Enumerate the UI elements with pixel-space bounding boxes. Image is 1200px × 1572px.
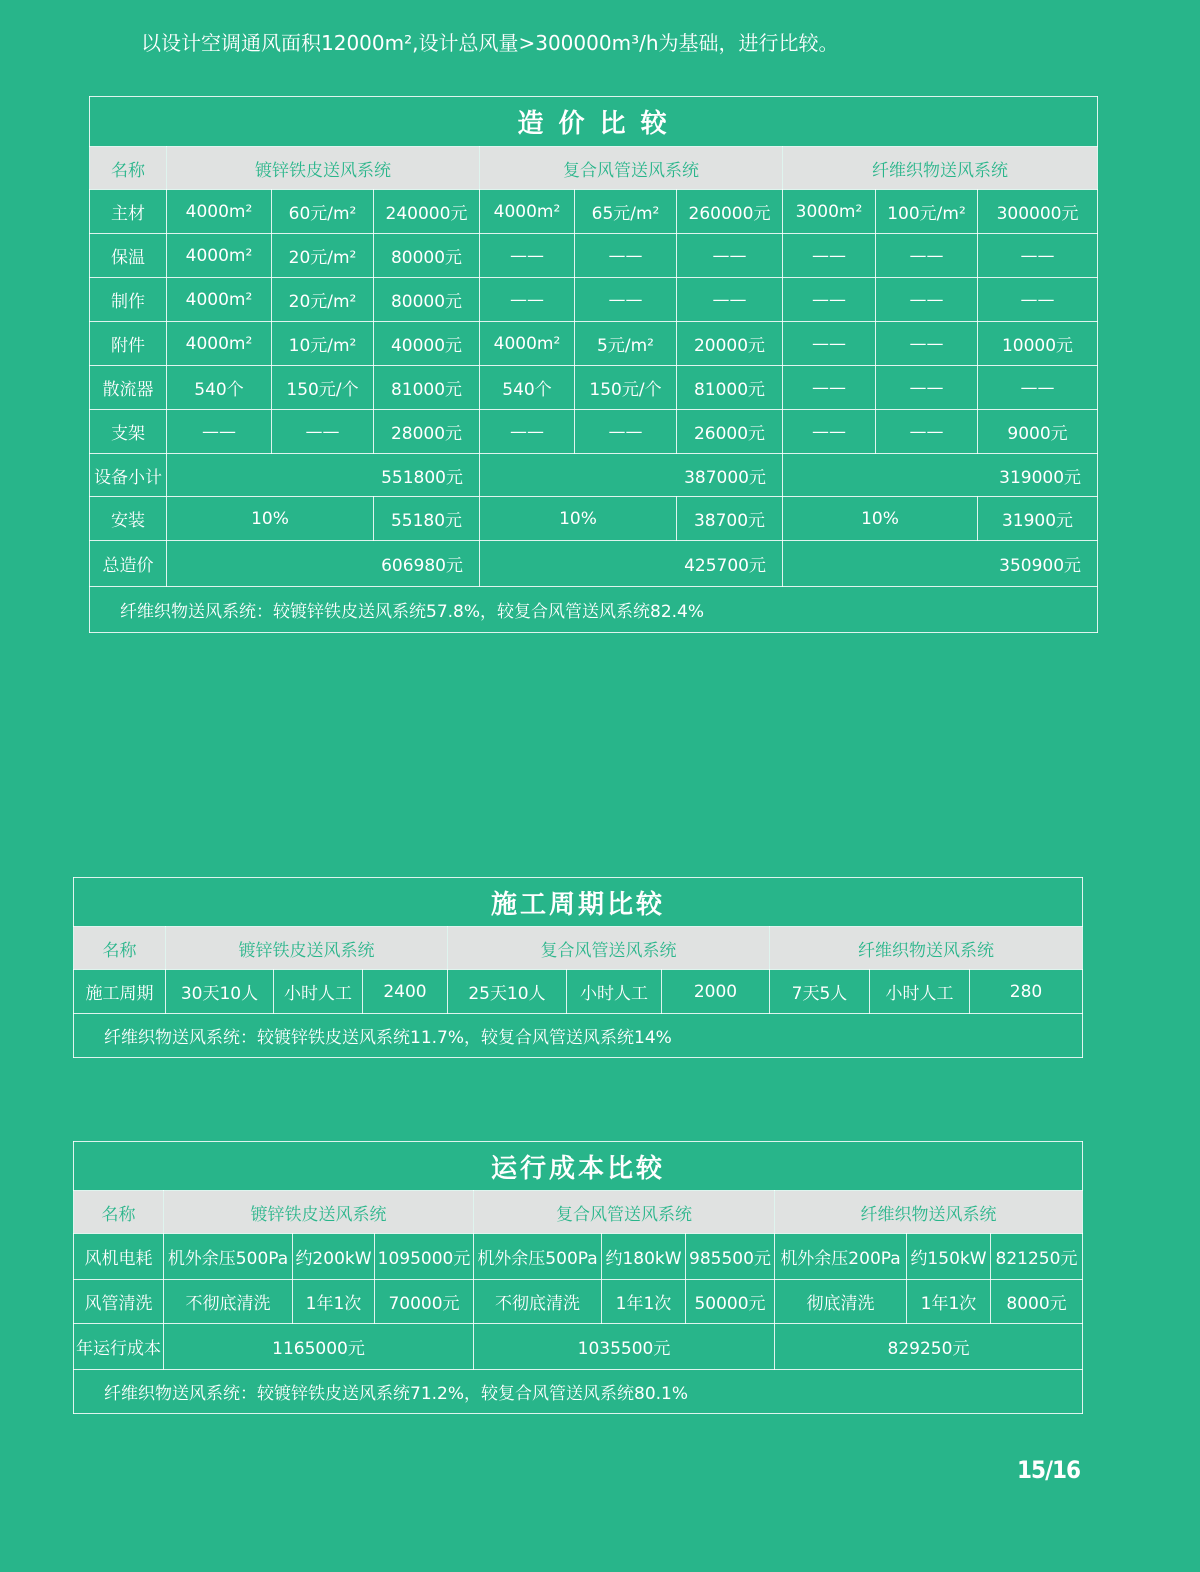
header-composite: 复合风管送风系统 <box>480 147 783 190</box>
total-row <box>90 541 1098 587</box>
cell: 240000元 <box>374 190 480 234</box>
cell: 20元/m² <box>272 234 374 278</box>
annual-fabric: 829250元 <box>775 1324 1083 1370</box>
header-galvanized: 镀锌铁皮送风系统 <box>164 1191 474 1234</box>
cell: —— <box>978 234 1098 278</box>
subtotal-fabric: 319000元 <box>783 454 1098 497</box>
table-row <box>74 1280 1083 1324</box>
row-label: 保温 <box>90 234 167 278</box>
cell: —— <box>978 366 1098 410</box>
cell: 1年1次 <box>907 1280 991 1324</box>
header-name: 名称 <box>90 147 167 190</box>
cell: 机外余压500Pa <box>474 1234 602 1280</box>
header-name: 名称 <box>74 1191 164 1234</box>
header-galvanized: 镀锌铁皮送风系统 <box>167 147 480 190</box>
cell: 70000元 <box>375 1280 474 1324</box>
subtotal-row <box>90 454 1098 497</box>
cell: —— <box>677 278 783 322</box>
total-composite: 425700元 <box>480 541 783 587</box>
cell: —— <box>876 410 978 454</box>
annual-row <box>74 1324 1083 1370</box>
cell: 小时人工 <box>870 970 970 1014</box>
cost-note: 纤维织物送风系统：较镀锌铁皮送风系统57.8%，较复合风管送风系统82.4% <box>90 587 1098 633</box>
total-galvanized: 606980元 <box>167 541 480 587</box>
cell: 280 <box>970 970 1083 1014</box>
install-value-galvanized: 55180元 <box>374 497 480 541</box>
cell: 4000m² <box>167 278 272 322</box>
cell: —— <box>575 278 677 322</box>
cell: —— <box>783 410 876 454</box>
subtotal-composite: 387000元 <box>480 454 783 497</box>
cell: —— <box>876 234 978 278</box>
row-label: 施工周期 <box>74 970 166 1014</box>
cell: 不彻底清洗 <box>164 1280 293 1324</box>
cell: 81000元 <box>374 366 480 410</box>
install-rate-galvanized: 10% <box>167 497 374 541</box>
cell: —— <box>575 410 677 454</box>
cell: —— <box>876 322 978 366</box>
cell: 30天10人 <box>166 970 274 1014</box>
cell: —— <box>876 278 978 322</box>
period-table-title: 施工周期比较 <box>74 878 1083 927</box>
cell: 4000m² <box>480 190 575 234</box>
cell: —— <box>272 410 374 454</box>
cell: 60元/m² <box>272 190 374 234</box>
cell: 28000元 <box>374 410 480 454</box>
cell: 9000元 <box>978 410 1098 454</box>
cell: —— <box>480 278 575 322</box>
cell: 26000元 <box>677 410 783 454</box>
cell: 4000m² <box>167 322 272 366</box>
cell: 80000元 <box>374 234 480 278</box>
cell: 2000 <box>662 970 770 1014</box>
running-note: 纤维织物送风系统：较镀锌铁皮送风系统71.2%，较复合风管送风系统80.1% <box>74 1370 1083 1414</box>
cell: —— <box>677 234 783 278</box>
cell: 5元/m² <box>575 322 677 366</box>
cell: 7天5人 <box>770 970 870 1014</box>
header-galvanized: 镀锌铁皮送风系统 <box>166 927 448 970</box>
table-row <box>90 234 1098 278</box>
cell: 3000m² <box>783 190 876 234</box>
running-cost-table <box>73 1141 1083 1414</box>
cell: —— <box>876 366 978 410</box>
cell: 约180kW <box>602 1234 686 1280</box>
table-row <box>74 970 1083 1014</box>
cell: 约150kW <box>907 1234 991 1280</box>
cell: 彻底清洗 <box>775 1280 907 1324</box>
page-number: 15/16 <box>1017 1456 1080 1484</box>
cell: 40000元 <box>374 322 480 366</box>
cell: —— <box>480 410 575 454</box>
header-fabric: 纤维织物送风系统 <box>770 927 1083 970</box>
cell: 8000元 <box>991 1280 1083 1324</box>
cell: 821250元 <box>991 1234 1083 1280</box>
cell: —— <box>978 278 1098 322</box>
header-composite: 复合风管送风系统 <box>448 927 770 970</box>
header-fabric: 纤维织物送风系统 <box>775 1191 1083 1234</box>
total-fabric: 350900元 <box>783 541 1098 587</box>
cell: —— <box>167 410 272 454</box>
cell: 985500元 <box>686 1234 775 1280</box>
cell: —— <box>783 278 876 322</box>
row-label: 附件 <box>90 322 167 366</box>
cell: 300000元 <box>978 190 1098 234</box>
table-row <box>90 278 1098 322</box>
cell: —— <box>575 234 677 278</box>
table-row <box>90 366 1098 410</box>
cell: —— <box>783 234 876 278</box>
cell: 81000元 <box>677 366 783 410</box>
annual-galvanized: 1165000元 <box>164 1324 474 1370</box>
cell: 10000元 <box>978 322 1098 366</box>
header-name: 名称 <box>74 927 166 970</box>
cell: 小时人工 <box>567 970 662 1014</box>
row-label: 主材 <box>90 190 167 234</box>
row-label: 总造价 <box>90 541 167 587</box>
cell: 150元/个 <box>272 366 374 410</box>
cell: 260000元 <box>677 190 783 234</box>
cell: 150元/个 <box>575 366 677 410</box>
period-comparison-table <box>73 877 1083 1058</box>
cell: 25天10人 <box>448 970 567 1014</box>
cell: 1095000元 <box>375 1234 474 1280</box>
table-row <box>90 190 1098 234</box>
cell: 4000m² <box>480 322 575 366</box>
annual-composite: 1035500元 <box>474 1324 775 1370</box>
cell: 540个 <box>480 366 575 410</box>
header-fabric: 纤维织物送风系统 <box>783 147 1098 190</box>
cell: 4000m² <box>167 234 272 278</box>
cell: 20000元 <box>677 322 783 366</box>
cost-table-title: 造 价 比 较 <box>90 97 1098 147</box>
row-label: 支架 <box>90 410 167 454</box>
cell: 10元/m² <box>272 322 374 366</box>
cell: 4000m² <box>167 190 272 234</box>
header-composite: 复合风管送风系统 <box>474 1191 775 1234</box>
install-rate-fabric: 10% <box>783 497 978 541</box>
cell: 50000元 <box>686 1280 775 1324</box>
cell: 机外余压200Pa <box>775 1234 907 1280</box>
cost-comparison-table <box>89 96 1098 633</box>
cell: —— <box>783 366 876 410</box>
install-value-composite: 38700元 <box>677 497 783 541</box>
row-label: 年运行成本 <box>74 1324 164 1370</box>
row-label: 制作 <box>90 278 167 322</box>
running-table-title: 运行成本比较 <box>74 1142 1083 1191</box>
row-label: 设备小计 <box>90 454 167 497</box>
cell: 机外余压500Pa <box>164 1234 293 1280</box>
cell: 100元/m² <box>876 190 978 234</box>
table-row <box>90 410 1098 454</box>
period-note: 纤维织物送风系统：较镀锌铁皮送风系统11.7%，较复合风管送风系统14% <box>74 1014 1083 1058</box>
row-label: 风管清洗 <box>74 1280 164 1324</box>
cell: 540个 <box>167 366 272 410</box>
cell: 1年1次 <box>602 1280 686 1324</box>
table-row <box>90 322 1098 366</box>
install-rate-composite: 10% <box>480 497 677 541</box>
subtotal-galvanized: 551800元 <box>167 454 480 497</box>
cell: —— <box>480 234 575 278</box>
install-value-fabric: 31900元 <box>978 497 1098 541</box>
cell: 80000元 <box>374 278 480 322</box>
cell: —— <box>783 322 876 366</box>
cell: 65元/m² <box>575 190 677 234</box>
row-label: 安装 <box>90 497 167 541</box>
cell: 小时人工 <box>274 970 363 1014</box>
row-label: 散流器 <box>90 366 167 410</box>
table-row <box>74 1234 1083 1280</box>
cell: 不彻底清洗 <box>474 1280 602 1324</box>
cell: 2400 <box>363 970 448 1014</box>
cell: 20元/m² <box>272 278 374 322</box>
cell: 1年1次 <box>293 1280 375 1324</box>
intro-text: 以设计空调通风面积12000m²,设计总风量>300000m³/h为基础，进行比较。 <box>141 31 839 55</box>
cell: 约200kW <box>293 1234 375 1280</box>
install-row <box>90 497 1098 541</box>
row-label: 风机电耗 <box>74 1234 164 1280</box>
